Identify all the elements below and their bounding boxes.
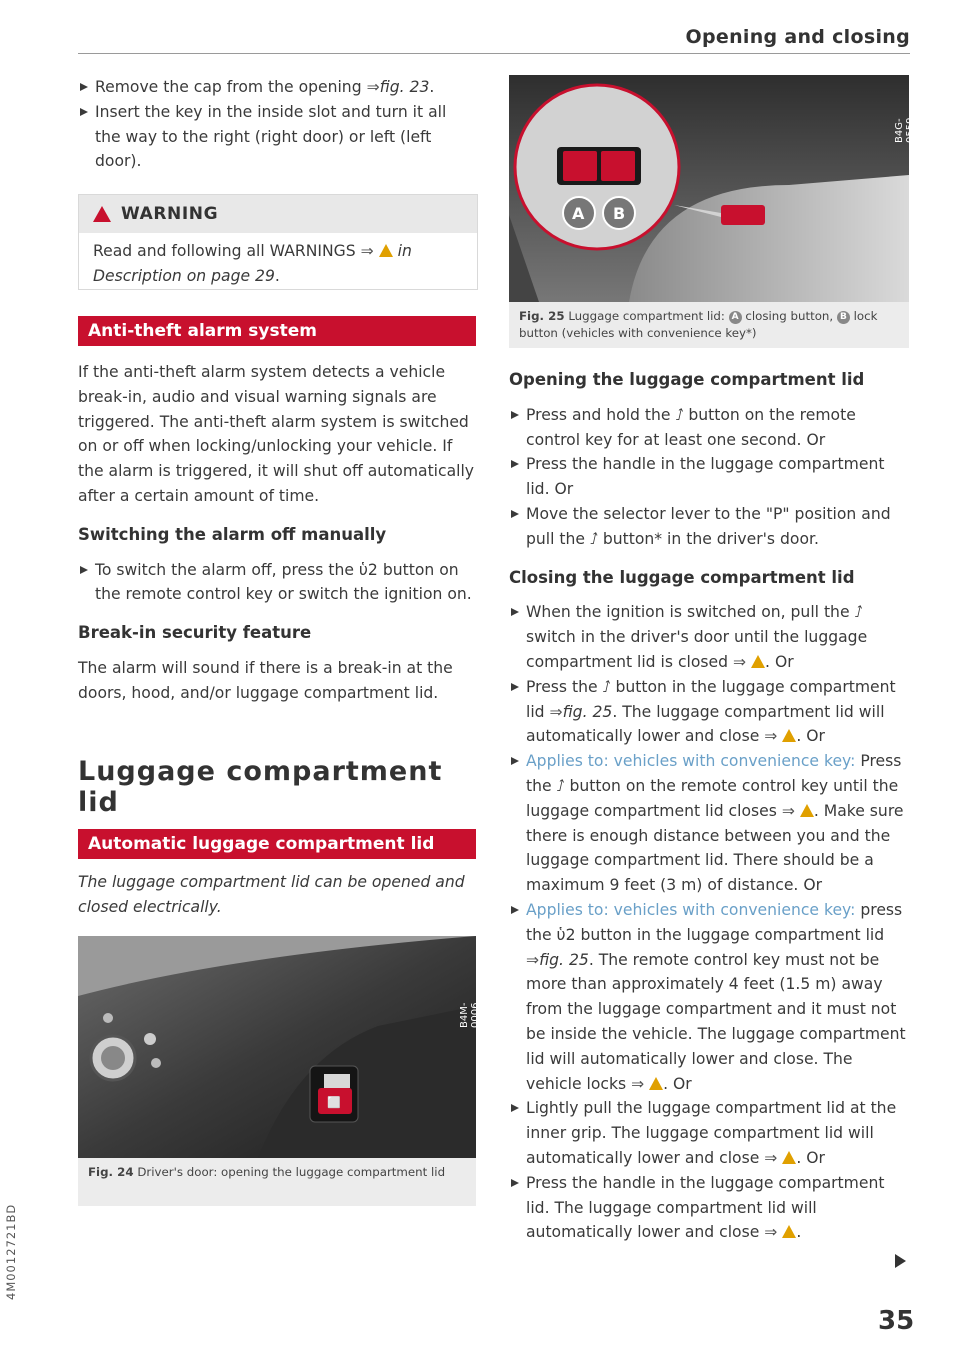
warning-triangle-icon [379, 244, 393, 257]
warning-triangle-icon [649, 1077, 663, 1090]
warning-triangle-icon [782, 729, 796, 742]
document-code: 4M0012721BD [4, 1203, 18, 1300]
warning-triangle-icon [782, 1225, 796, 1238]
warning-triangle-icon [782, 1151, 796, 1164]
opening-lid-heading: Opening the luggage compartment lid [509, 370, 865, 389]
list-item: Applies to: vehicles with convenience key: Press the ⭜ button on the remote control key until the luggage compartment lid closes ⇒ . Make sure there is enough distance between you and the luggage compartment lid. There should be a maximum 9 feet (3 m) of distance. Or [509, 749, 909, 898]
list-item: To switch the alarm off, press the ὑ2 button on the remote control key or switch the ignition on. [78, 558, 476, 608]
warning-header [79, 195, 477, 233]
closing-lid-heading: Closing the luggage compartment lid [509, 567, 855, 587]
svg-text:⬜: ⬜ [327, 1096, 341, 1109]
figure-reference[interactable]: fig. 25 [539, 950, 589, 969]
list-item: Applies to: vehicles with convenience key: press the ὑ2 button in the luggage compartment lid ⇒fig. 25. The remote control key must not be more than approximately 4 feet (1.5 m) away from the luggage compartment and it must not be inside the vehicle. The luggage compartment lid will automatically lower and close. The vehicle locks ⇒ . Or [509, 898, 909, 1096]
luggage-compartment-heading: Luggage compartment lid [78, 756, 443, 818]
list-item: Remove the cap from the opening ⇒fig. 23. [78, 75, 476, 100]
section-heading-anti-theft: Anti-theft alarm system [78, 316, 476, 346]
figure-25-photo [509, 75, 916, 302]
door-panel-illustration [78, 936, 476, 1158]
warning-text: Read and following all WARNINGS ⇒ in Description on page 29. [93, 242, 412, 285]
figure-25-caption: Fig. 25 Luggage compartment lid: A closing button, B lock button (vehicles with convenience key*) [509, 302, 909, 348]
anti-theft-paragraph: If the anti-theft alarm system detects a vehicle break-in, audio and visual warning signals are triggered. The anti-theft alarm system is switched on or off when locking/unlocking your vehicle. If the alarm is triggered, it will shut off automatically after a certain amount of time. [78, 363, 475, 505]
section-heading-automatic-lid: Automatic luggage compartment lid [78, 829, 476, 859]
list-item: Press the handle in the luggage compartment lid. The luggage compartment lid will automatically lower and close ⇒ . [509, 1171, 909, 1245]
reference-arrow-icon: ⇒ [366, 78, 380, 96]
list-item: Press the ⭜ button in the luggage compartment lid ⇒fig. 25. The luggage compartment lid will automatically lower and close ⇒ . Or [509, 675, 909, 749]
warning-title: WARNING [121, 204, 219, 224]
list-item: Insert the key in the inside slot and turn it all the way to the right (right door) or left (left door). [78, 100, 476, 174]
warning-box [78, 194, 478, 290]
break-in-heading: Break-in security feature [78, 623, 312, 643]
header-divider [78, 53, 910, 54]
list-item: When the ignition is switched on, pull the ⭜ switch in the driver's door until the luggage compartment lid is closed ⇒ . Or [509, 600, 909, 674]
label-a-badge: A [729, 311, 742, 324]
figure-24-caption: Fig. 24 Driver's door: opening the luggage compartment lid [78, 1158, 476, 1206]
list-item: Press the handle in the luggage compartment lid. Or [509, 452, 909, 502]
svg-text:B: B [613, 204, 626, 223]
applies-to-note: Applies to: vehicles with convenience key: [526, 752, 856, 771]
warning-reference[interactable]: in Description on page 29 [93, 242, 412, 285]
list-item: Move the selector lever to the "P" position and pull the ⭜ button* in the driver's door. [509, 502, 909, 552]
anti-theft-section [78, 360, 476, 706]
figure-reference[interactable]: fig. 25 [562, 702, 613, 721]
lock-icon: ὑ2 [358, 560, 378, 579]
label-b-badge: B [837, 311, 850, 324]
trunk-lid-illustration [509, 75, 909, 302]
figure-24-photo [78, 936, 481, 1158]
warning-triangle-icon [93, 206, 111, 222]
figure-reference[interactable]: fig. 23 [379, 78, 430, 96]
svg-text:A: A [572, 204, 585, 223]
list-item: Press and hold the ⭜ button on the remote control key for at least one second. Or [509, 403, 909, 453]
right-column-text [509, 368, 909, 1245]
switching-alarm-heading: Switching the alarm off manually [78, 524, 387, 544]
automatic-lid-intro: The luggage compartment lid can be opened and closed electrically. [78, 873, 465, 916]
page-number: 35 [878, 1306, 915, 1336]
applies-to-note: Applies to: vehicles with convenience key: [526, 900, 856, 919]
list-item: Lightly pull the luggage compartment lid at the inner grip. The luggage compartment lid will automatically lower and close ⇒ . Or [509, 1096, 909, 1170]
figure-24-code: B4M-0006 [459, 1002, 481, 1028]
warning-triangle-icon [800, 804, 814, 817]
left-column [78, 75, 476, 174]
break-in-paragraph: The alarm will sound if there is a break-in at the doors, hood, and/or luggage compartment lid. [78, 658, 453, 702]
figure-25-code: B4G-0559 [894, 117, 916, 143]
warning-triangle-icon [751, 655, 765, 668]
page-header-title: Opening and closing [685, 26, 910, 48]
continue-arrow-icon [895, 1254, 906, 1268]
